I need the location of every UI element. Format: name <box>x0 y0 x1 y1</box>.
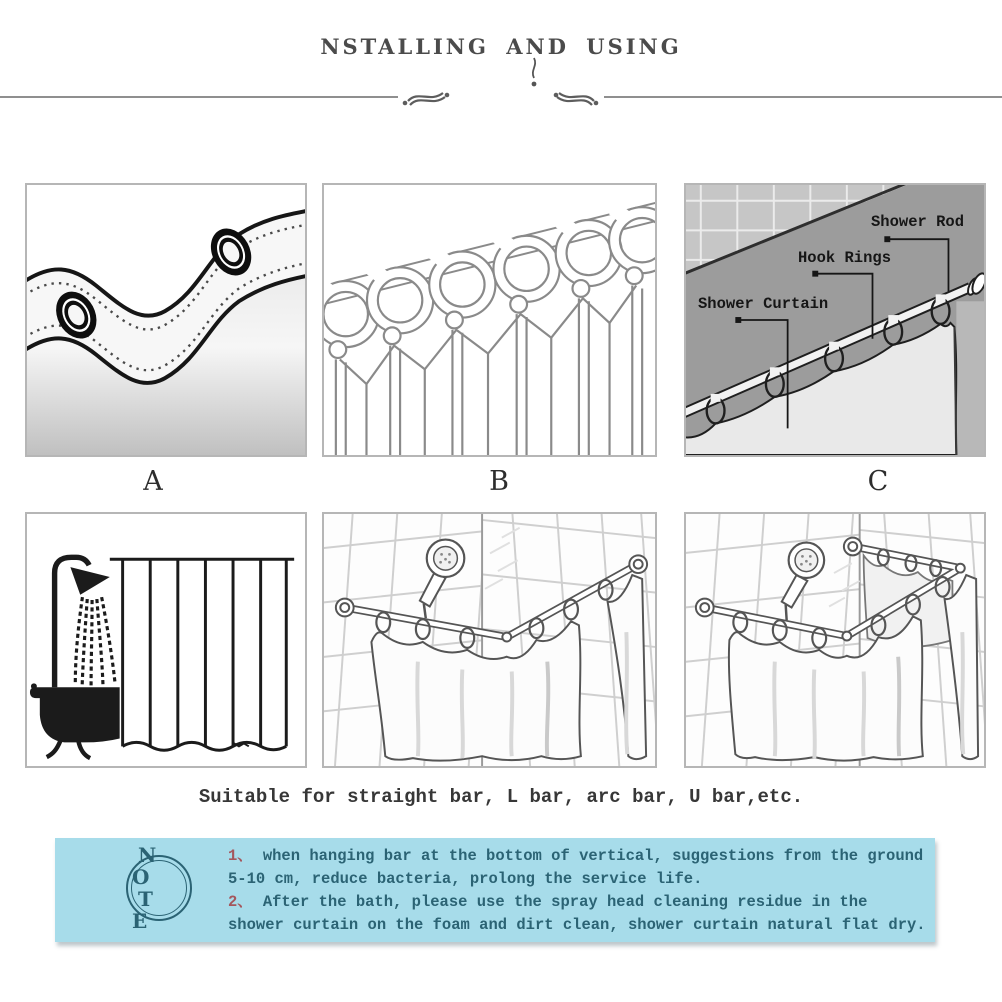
label-shower-curtain: Shower Curtain <box>698 295 829 313</box>
panel-hook-rings-detail <box>322 183 657 457</box>
note-badge-row1: N O <box>132 843 163 889</box>
panel-u-bar-installation <box>684 512 986 768</box>
note-item-1-line-1: 1、 when hanging bar at the bottom of vertical, suggestions from the ground <box>228 847 924 865</box>
note-item-1-line-2: 5-10 cm, reduce bacteria, prolong the service life. <box>228 870 703 888</box>
note-badge-row2: T E <box>132 887 159 933</box>
squiggle-ornament-right <box>557 93 594 105</box>
panel-grommet-detail <box>25 183 307 457</box>
note-text <box>228 845 928 937</box>
compatibility-caption: Suitable for straight bar, L bar, arc bar, U bar,etc. <box>198 786 804 808</box>
label-shower-rod: Shower Rod <box>870 213 964 231</box>
note-badge-ring <box>131 843 187 933</box>
note-item-2-line-2: shower curtain on the foam and dirt clean, shower curtain natural flat dry. <box>228 916 926 934</box>
panel-letter-b: B <box>489 466 509 497</box>
panel-l-bar-installation <box>322 512 657 768</box>
hook-rings-illustration <box>324 185 655 455</box>
page-title: NSTALLING AND USING <box>320 34 682 59</box>
note-item-1-number: 1、 <box>228 847 253 865</box>
note-item-2-line-1: 2、 After the bath, please use the spray head cleaning residue in the <box>228 893 868 911</box>
bathtub-shower-illustration <box>27 514 305 766</box>
tassel-ornament-icon <box>524 56 548 90</box>
label-hook-rings: Hook Rings <box>798 249 892 267</box>
note-banner <box>55 838 935 942</box>
panel-letter-a: A <box>143 466 163 497</box>
u-bar-installation-illustration <box>686 514 984 766</box>
panel-bathtub-pictogram <box>25 512 307 768</box>
decorative-divider <box>0 86 1002 110</box>
note-badge <box>126 843 192 933</box>
panel-letter-c: C <box>867 466 889 497</box>
grommet-detail-illustration <box>27 185 305 455</box>
panel-labeled-installation <box>684 183 986 457</box>
squiggle-ornament-left <box>408 93 445 105</box>
note-item-2-number: 2、 <box>228 893 253 911</box>
l-bar-installation-illustration <box>324 514 655 766</box>
